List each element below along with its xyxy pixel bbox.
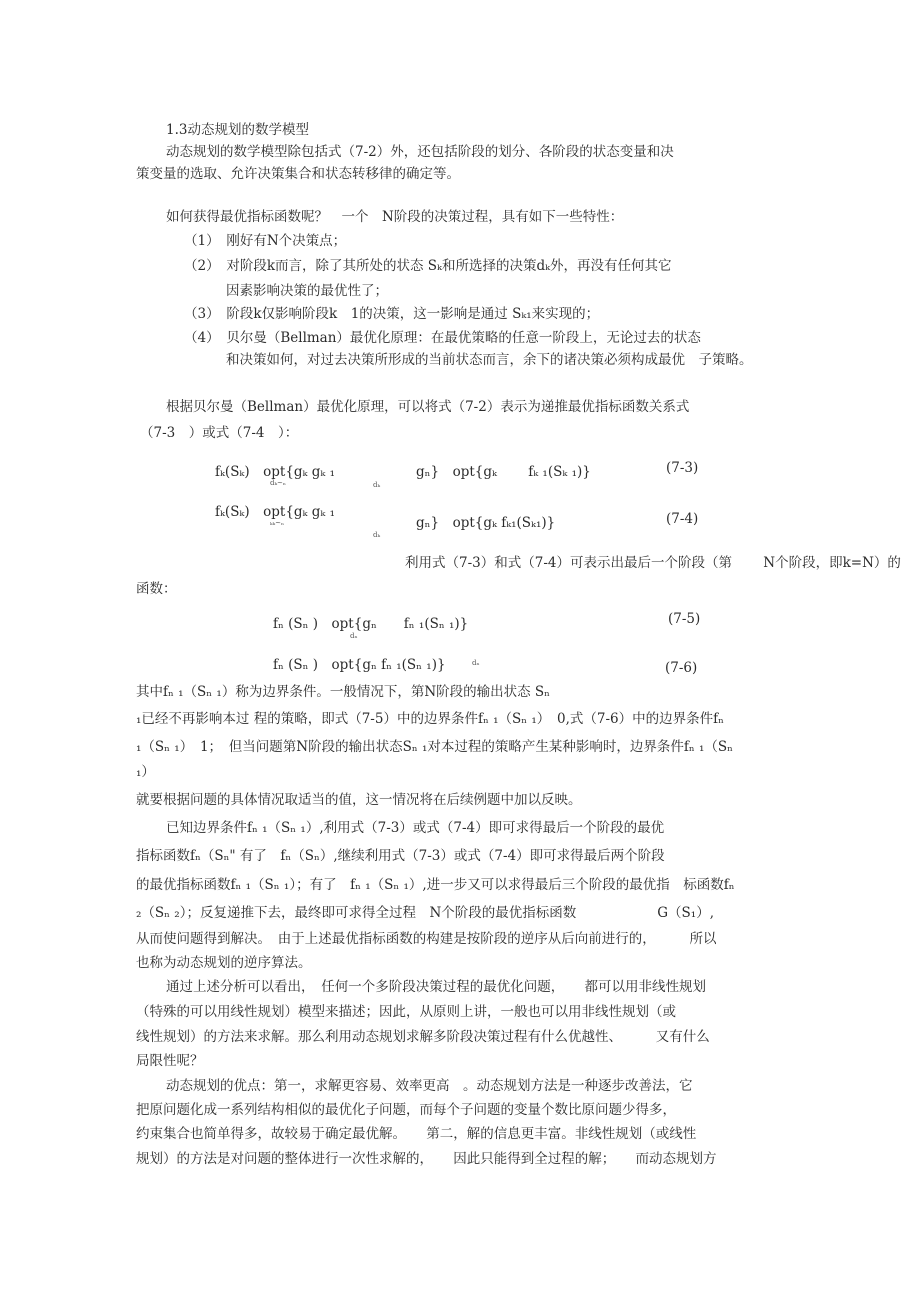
equation-7-5-subscript: dₙ (350, 632, 358, 640)
analysis-line-1: 通过上述分析可以看出， 任何一个多阶段决策过程的最优化问题， 都可以用非线性规划 (166, 979, 706, 995)
intro-line-1: 动态规划的数学模型除包括式（7-2）外，还包括阶段的划分、各阶段的状态变量和决 (166, 144, 674, 160)
equation-7-3-subscript-2: dₖ (373, 481, 381, 489)
property-2-line-1: （2） 对阶段k而言，除了其所处的状态 Sₖ和所选择的决策dₖ外，再没有任何其它 (184, 258, 672, 274)
known-line-3: 的最优指标函数fₙ ₁（Sₙ ₁）；有了 fₙ ₁（Sₙ ₁）,进一步又可以求得最后三个阶段的最优指 标函数fₙ (136, 877, 735, 893)
known-line-2: 指标函数fₙ（Sₙ" 有了 fₙ（Sₙ）,继续利用式（7-3）或式（7-4）即可求得最后两个阶段 (136, 848, 665, 864)
property-1: （1） 刚好有N个决策点； (184, 233, 347, 249)
known-line-4: ₂（Sₙ ₂）；反复递推下去，最终即可求得全过程 N个阶段的最优指标函数 G（S₁）, (136, 905, 715, 921)
equation-7-3-subscript-1: dₖ~ₙ (270, 479, 286, 487)
equation-7-4-subscript-1: ₖₖ~ₙ (270, 519, 284, 527)
equation-7-4-number: (7-4) (666, 511, 699, 527)
known-line-5: 从而使问题得到解决。 由于上述最优指标函数的构建是按阶段的逆序从后向前进行的， 所以 (136, 931, 717, 947)
property-2-line-2: 因素影响决策的最优性了； (226, 283, 388, 299)
boundary-line-3: ₁（Sₙ ₁） 1； 但当问题第N阶段的输出状态Sₙ ₁对本过程的策略产生某种影响时，边界条件fₙ ₁（Sₙ (136, 739, 734, 755)
property-4-line-1: （4） 贝尔曼（Bellman）最优化原理：在最优策略的任意一阶段上，无论过去的状态 (184, 330, 701, 346)
equation-7-4-lhs: fₖ(Sₖ) opt{gₖ gₖ ₁ (215, 504, 336, 520)
advantages-line-3: 约束集合也简单得多，故较易于确定最优解。 第二，解的信息更丰富。非线性规划（或线性 (136, 1126, 697, 1142)
intro-line-2: 策变量的选取、允许决策集合和状态转移律的确定等。 (136, 166, 460, 182)
recursion-intro-line-2: （7-3 ）或式（7-4 ）： (140, 425, 299, 441)
equation-7-3-lhs: fₖ(Sₖ) opt{gₖ gₖ ₁ (215, 464, 336, 480)
equation-7-4-subscript-2: dₖ (373, 531, 381, 539)
boundary-line-4: ₁） (136, 764, 155, 780)
section-title: 1.3动态规划的数学模型 (166, 122, 309, 138)
analysis-line-2: （特殊的可以用线性规划）模型来描述；因此，从原则上讲，一般也可以用非线性规划（或 (136, 1004, 676, 1020)
advantages-line-1: 动态规划的优点：第一，求解更容易、效率更高 。动态规划方法是一种逐步改善法，它 (166, 1078, 693, 1094)
boundary-line-5: 就要根据问题的具体情况取适当的值，这一情况将在后续例题中加以反映。 (136, 792, 582, 808)
property-4-line-2: 和决策如何，对过去决策所形成的当前状态而言，余下的诸决策必须构成最优 子策略。 (226, 352, 753, 368)
property-3: （3） 阶段k仅影响阶段k 1的决策，这一影响是通过 Sₖ₁来实现的； (184, 306, 600, 322)
question-line: 如何获得最优指标函数呢？ 一个 N阶段的决策过程，具有如下一些特性： (166, 209, 624, 225)
equation-7-5: fₙ (Sₙ ) opt{gₙ fₙ ₁(Sₙ ₁)} (273, 616, 469, 632)
boundary-line-2: ₁已经不再影响本过 程的策略，即式（7-5）中的边界条件fₙ ₁（Sₙ ₁） 0,式（7-6）中的边界条件fₙ (136, 711, 724, 727)
recursion-intro-line-1: 根据贝尔曼（Bellman）最优化原理，可以将式（7-2）表示为递推最优指标函数关系式 (166, 399, 690, 415)
equation-7-6-subscript: dₙ (472, 659, 480, 667)
equation-7-5-number: (7-5) (668, 611, 701, 627)
known-line-6: 也称为动态规划的逆序算法。 (136, 955, 312, 971)
equation-7-3-number: (7-3) (666, 460, 699, 476)
known-line-1: 已知边界条件fₙ ₁（Sₙ ₁）,利用式（7-3）或式（7-4）即可求得最后一个阶段的最优 (166, 820, 665, 836)
boundary-line-1: 其中fₙ ₁（Sₙ ₁）称为边界条件。一般情况下，第N阶段的输出状态 Sₙ (136, 684, 551, 700)
analysis-line-4: 局限性呢？ (136, 1053, 204, 1069)
use-equations-line: 利用式（7-3）和式（7-4）可表示出最后一个阶段（第 N个阶段，即k=N）的 (405, 555, 901, 571)
advantages-line-4: 规划）的方法是对问题的整体进行一次性求解的， 因此只能得到全过程的解； 而动态规划方 (136, 1151, 717, 1167)
function-label: 函数： (136, 581, 177, 597)
advantages-line-2: 把原问题化成一系列结构相似的最优化子问题，而每个子问题的变量个数比原问题少得多， (136, 1102, 676, 1118)
equation-7-3-rhs: gₙ} opt{gₖ fₖ ₁(Sₖ ₁)} (416, 464, 591, 480)
equation-7-6-number: (7-6) (665, 660, 698, 676)
analysis-line-3: 线性规划）的方法来求解。那么利用动态规划求解多阶段决策过程有什么优越性、 又有什么 (136, 1029, 710, 1045)
equation-7-6: fₙ (Sₙ ) opt{gₙ fₙ ₁(Sₙ ₁)} (273, 657, 446, 673)
equation-7-4-rhs: gₙ} opt{gₖ fₖ₁(Sₖ₁)} (416, 515, 556, 531)
